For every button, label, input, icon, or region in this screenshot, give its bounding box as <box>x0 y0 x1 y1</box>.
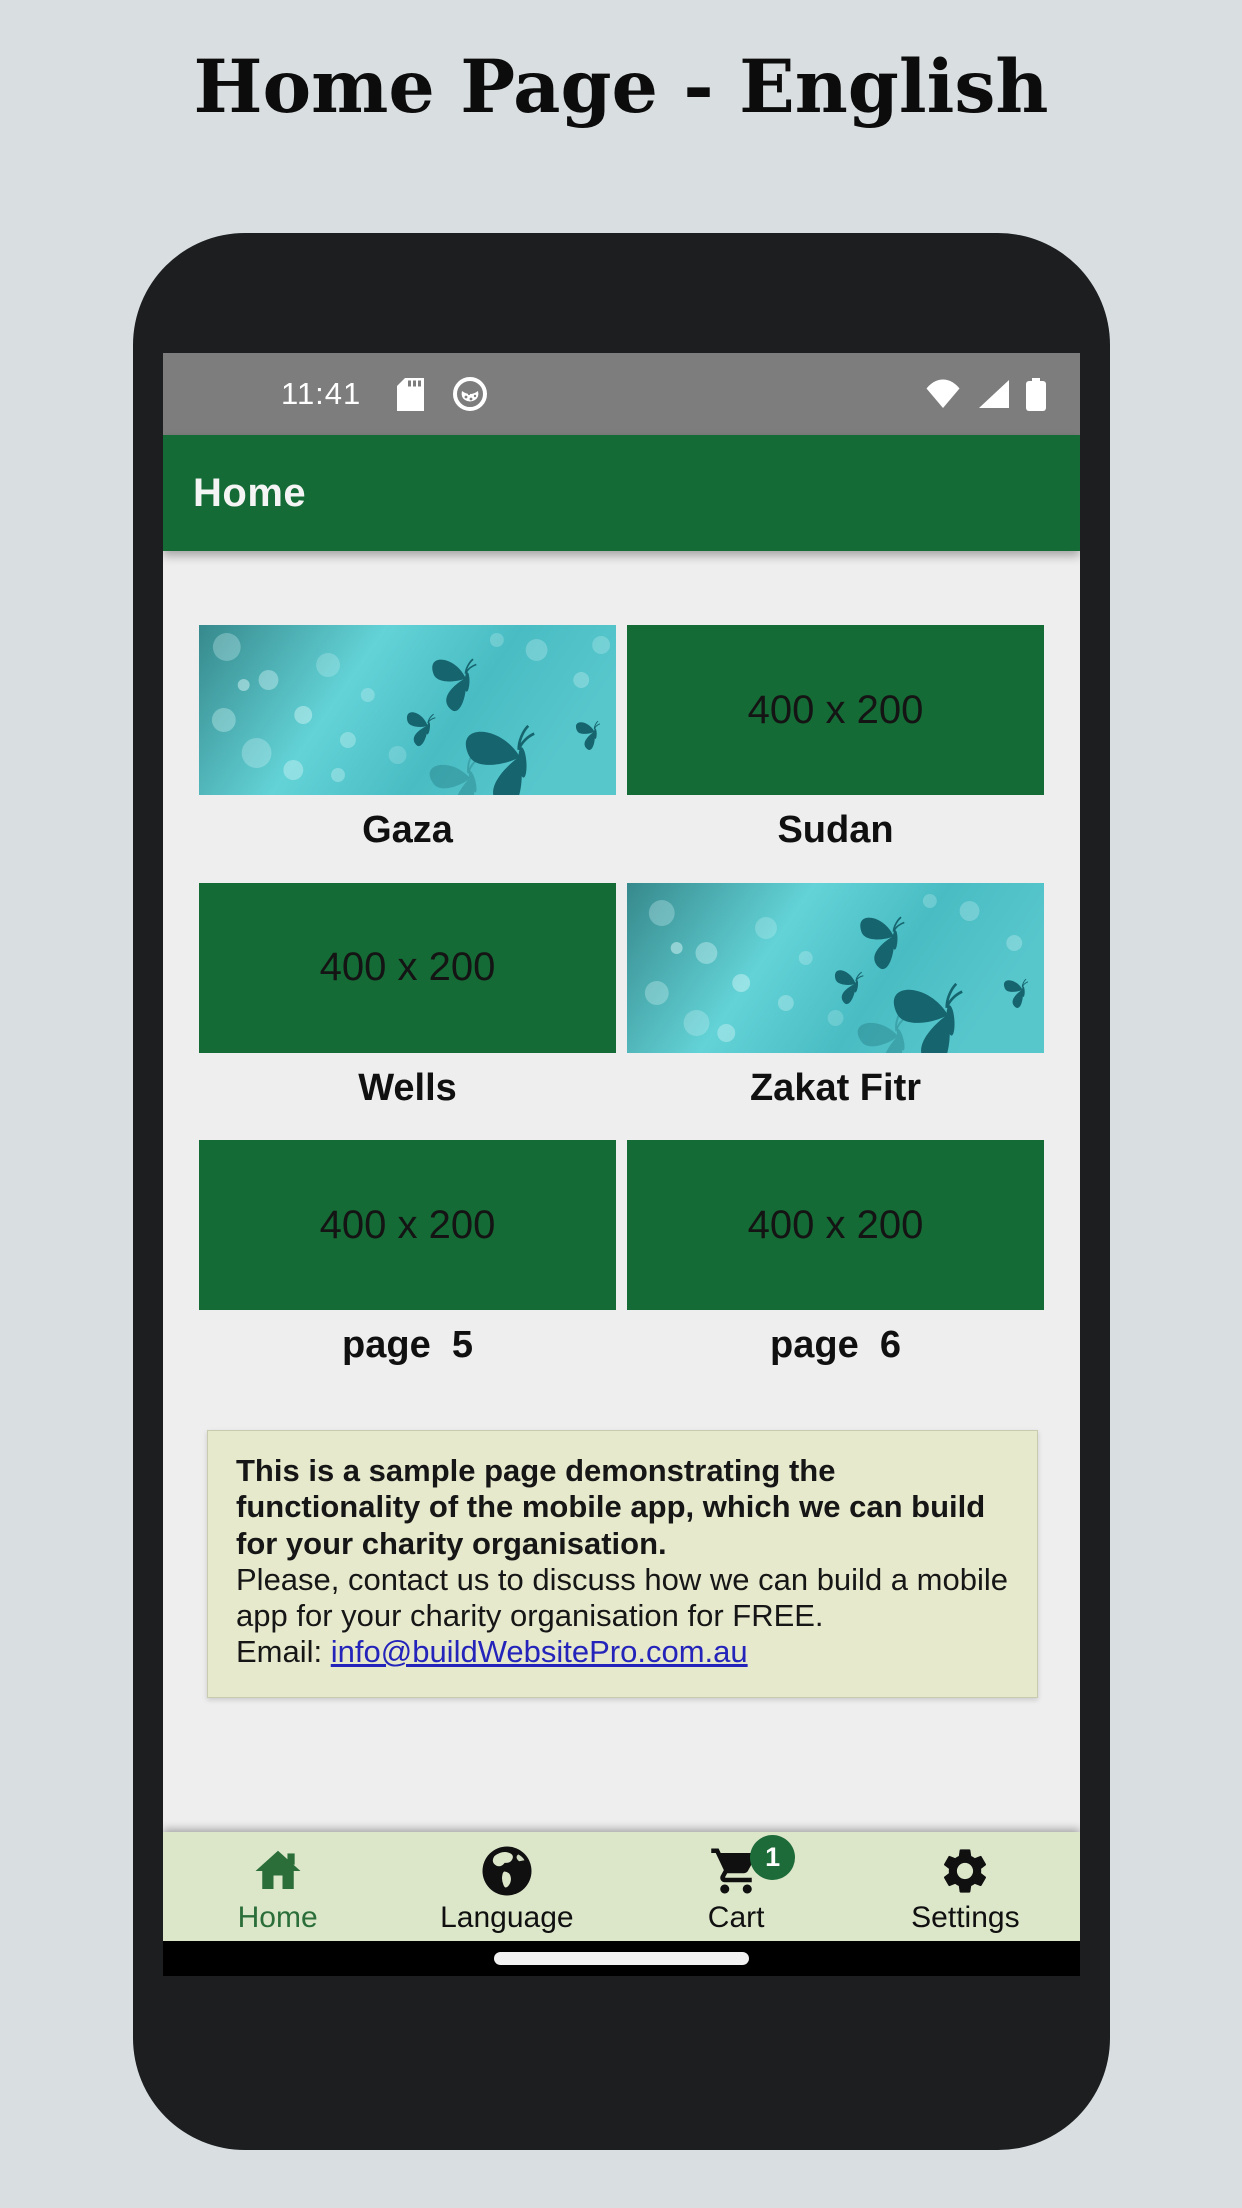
placeholder-text: 400 x 200 <box>747 1202 924 1247</box>
home-icon <box>251 1843 305 1899</box>
page-title: Home Page - English <box>193 44 1049 130</box>
wifi-icon <box>924 379 962 409</box>
butterfly-image <box>627 883 1044 1053</box>
phone-screen <box>163 353 1080 1976</box>
card-gaza[interactable] <box>199 625 616 883</box>
card-sudan[interactable] <box>627 625 1044 883</box>
nav-label: Language <box>440 1900 574 1934</box>
card-label: Wells <box>358 1066 457 1109</box>
info-body-text: Please, contact us to discuss how we can build a mobile app for your charity organisation for FREE. <box>236 1561 1008 1634</box>
nav-label: Settings <box>911 1900 1020 1934</box>
battery-icon <box>1026 378 1046 411</box>
card-label: Gaza <box>362 809 453 851</box>
info-email-line <box>236 1634 1009 1670</box>
card-label: Sudan <box>777 809 894 851</box>
card-wells[interactable] <box>199 883 616 1141</box>
app-bar <box>163 435 1080 551</box>
sd-card-icon <box>397 378 424 411</box>
cart-icon <box>709 1841 781 1899</box>
info-box <box>207 1430 1038 1698</box>
card-label: Zakat Fitr <box>749 1066 922 1109</box>
clock: 11:41 <box>281 376 362 411</box>
placeholder-text: 400 x 200 <box>319 945 496 990</box>
status-right-icons <box>924 378 1046 411</box>
signal-icon <box>978 379 1010 409</box>
placeholder-image <box>627 1140 1044 1310</box>
email-link[interactable]: info@buildWebsitePro.com.au <box>330 1634 748 1670</box>
info-bold-text: This is a sample page demonstrating the functionality of the mobile app, which we can build for your charity organisation. <box>236 1453 986 1561</box>
placeholder-image <box>199 1140 616 1310</box>
bottom-nav <box>163 1832 1080 1941</box>
card-grid <box>199 625 1044 1398</box>
placeholder-text: 400 x 200 <box>319 1202 496 1247</box>
gesture-bar <box>163 1941 1080 1976</box>
placeholder-image <box>627 625 1044 795</box>
gear-icon <box>938 1843 992 1899</box>
card-page-5[interactable] <box>199 1140 616 1398</box>
placeholder-image <box>199 883 616 1053</box>
nav-label: Cart <box>707 1900 765 1934</box>
card-label: page 6 <box>770 1324 901 1367</box>
butterfly-image <box>199 625 616 795</box>
nav-item-home[interactable] <box>163 1839 392 1935</box>
home-indicator[interactable] <box>494 1952 749 1965</box>
placeholder-text: 400 x 200 <box>747 687 924 732</box>
email-label: Email: <box>236 1634 331 1670</box>
app-bar-title: Home <box>193 470 307 515</box>
nav-label: Home <box>237 1900 318 1934</box>
status-bar <box>163 353 1080 435</box>
card-label: page 5 <box>342 1324 473 1367</box>
card-page-6[interactable] <box>627 1140 1044 1398</box>
content-area <box>163 551 1080 1832</box>
notification-app-icon <box>452 376 488 412</box>
card-zakat-fitr[interactable] <box>627 883 1044 1141</box>
globe-icon <box>479 1843 535 1899</box>
nav-item-cart[interactable] <box>622 1839 851 1935</box>
nav-item-language[interactable] <box>392 1839 621 1935</box>
nav-item-settings[interactable] <box>851 1839 1080 1935</box>
cart-badge: 1 <box>750 1835 795 1880</box>
status-left-icons <box>397 376 488 412</box>
phone-frame <box>133 233 1110 2150</box>
